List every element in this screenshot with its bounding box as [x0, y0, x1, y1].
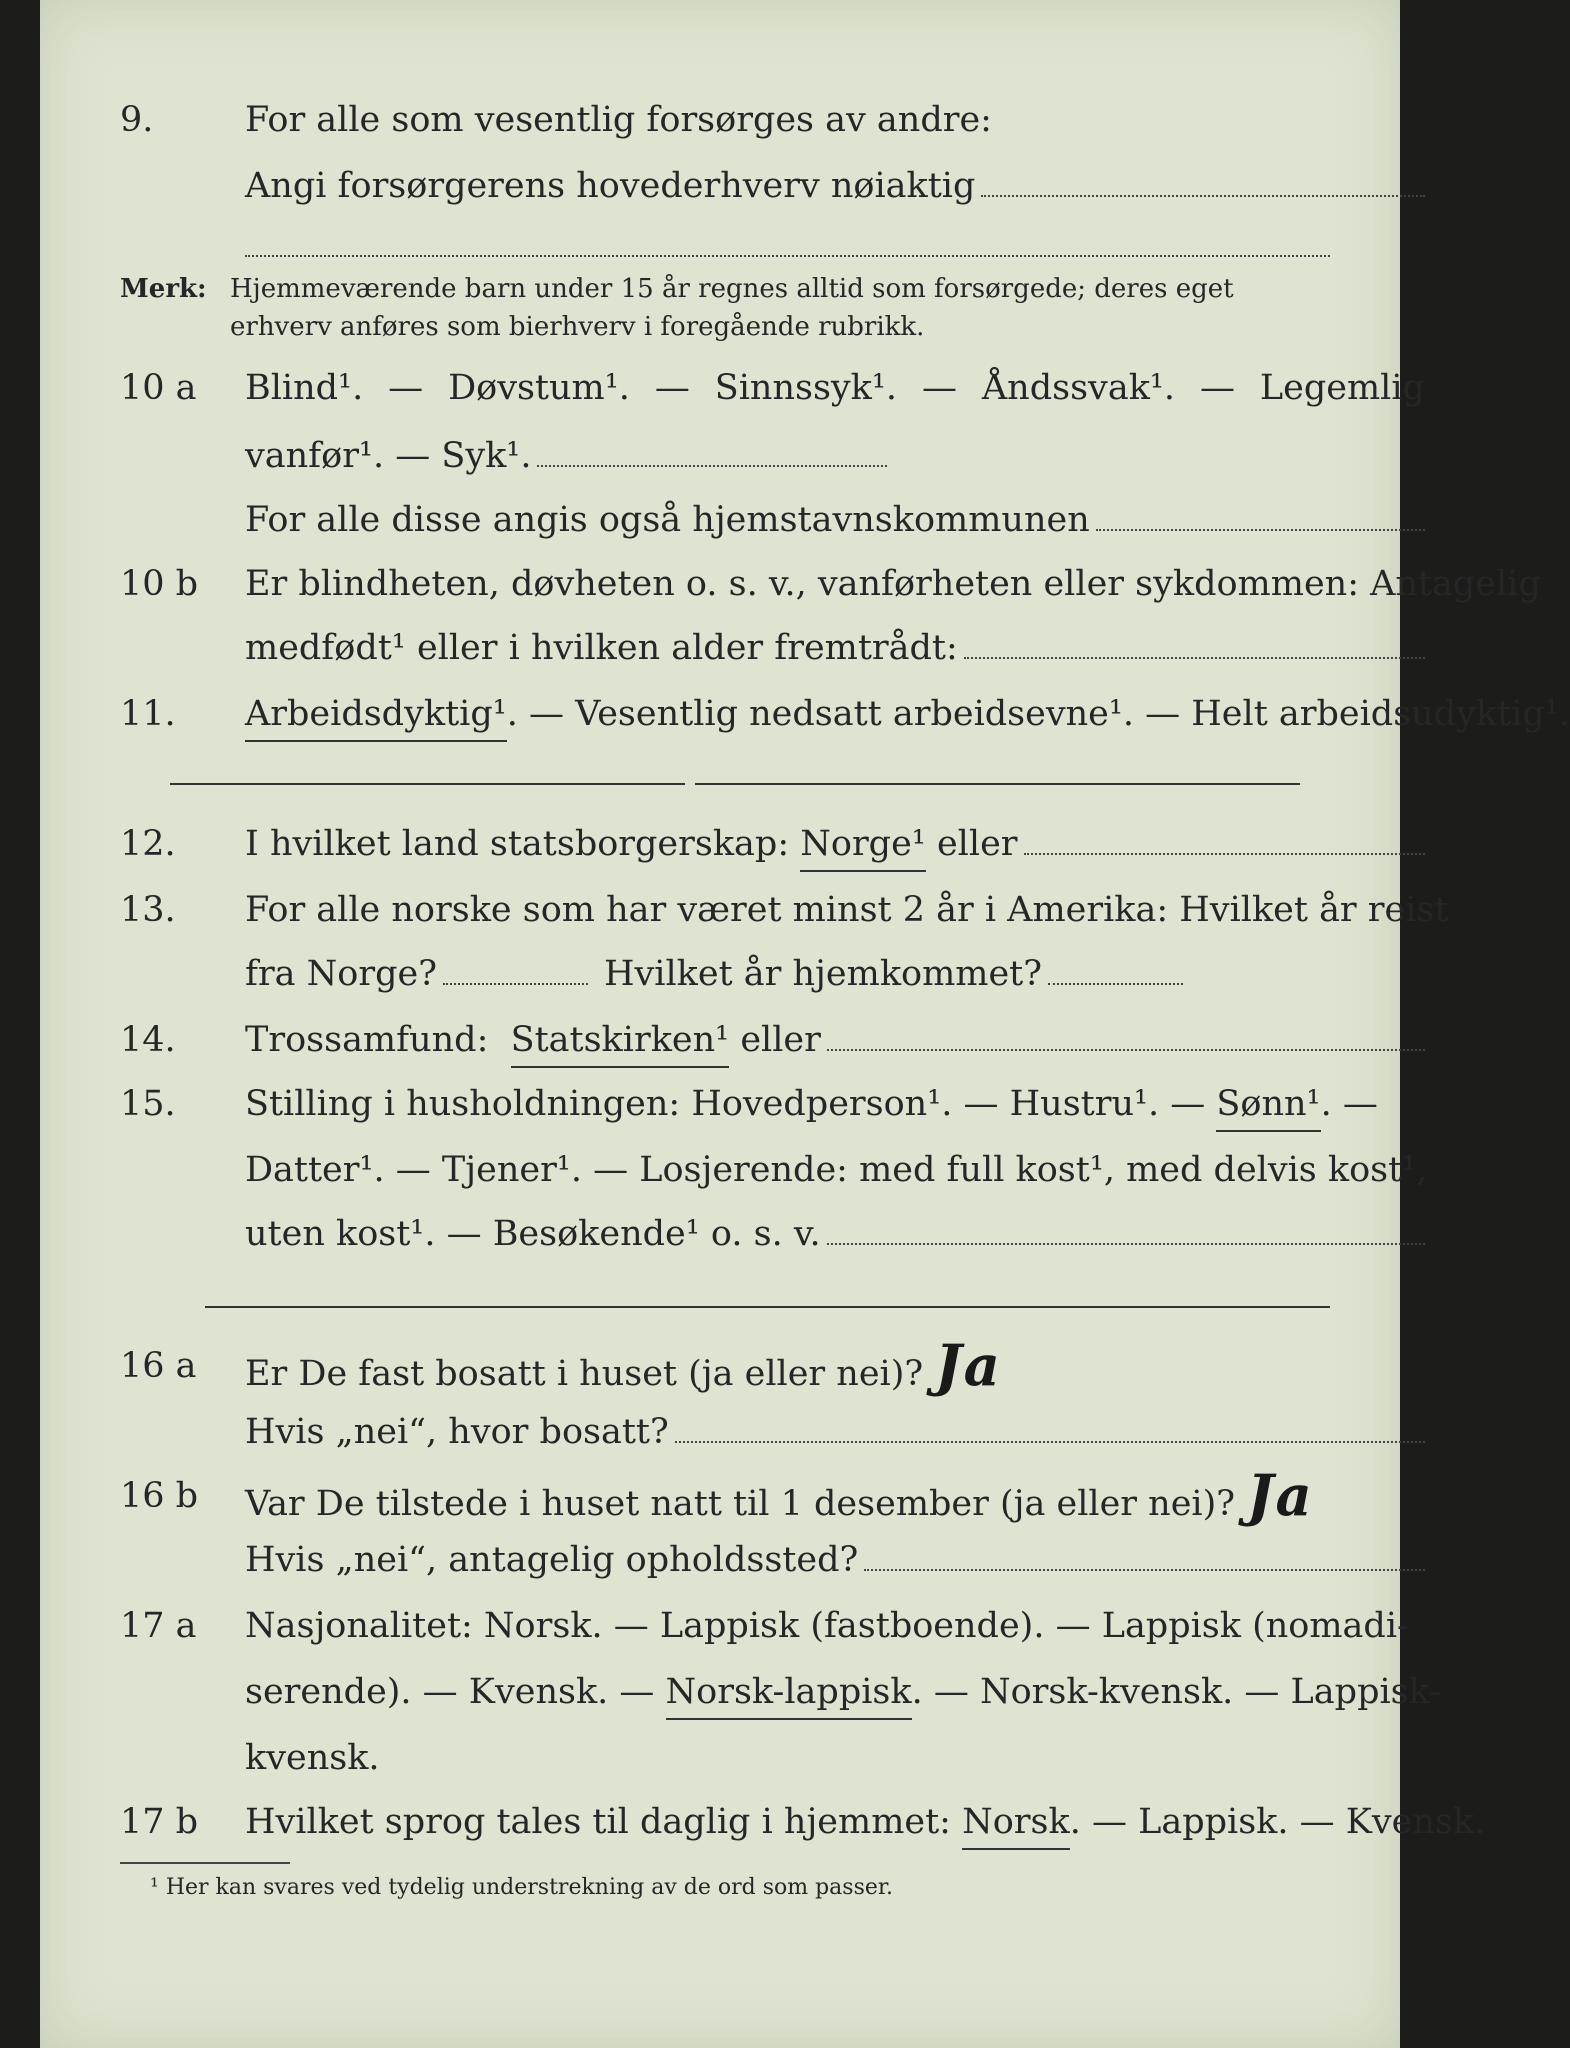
merk-text: Hjemmeværende barn under 15 år regnes alltid som forsørgede; deres eget erhverv anføres som bierhverv i foregående rubrikk. [230, 274, 1234, 342]
q15-text-2: Datter¹. — Tjener¹. — Losjerende: med full kost¹, med delvis kost¹, [245, 1150, 1428, 1190]
q11-number: 11. [120, 694, 176, 734]
q17a-line1 [120, 1600, 1409, 1652]
q15-text-3: uten kost¹. — Besøkende¹ o. s. v. [245, 1214, 821, 1254]
q10a-word: Sinnssyk¹. [714, 368, 898, 408]
q15-text-1b: . — [1320, 1084, 1378, 1124]
q9-number: 9. [120, 100, 154, 140]
q12-underlined-choice[interactable]: Norge¹ [800, 818, 926, 872]
q10a-field[interactable] [537, 437, 887, 467]
q10b-line2 [120, 622, 1330, 674]
q16a-line2 [120, 1406, 1330, 1458]
q17a-line2 [120, 1666, 1442, 1718]
q12-line [120, 818, 1330, 870]
q15-line2 [120, 1144, 1428, 1196]
q11-line [120, 688, 1570, 740]
q14-text-post: eller [740, 1020, 821, 1060]
q10a-word: — [1199, 368, 1235, 408]
q9-provider-label: Angi forsørgerens hovederhverv nøiaktig [245, 166, 976, 206]
q17a-underlined-choice[interactable]: Norsk-lappisk [666, 1666, 912, 1720]
q10a-line1 [120, 362, 1425, 414]
q9-text: For alle som vesentlig forsørges av andre: [245, 100, 992, 140]
q10a-text-2: vanfør¹. — Syk¹. [245, 436, 532, 476]
census-form-page [40, 0, 1570, 2048]
merk-label: Merk: [120, 274, 207, 304]
q17a-text-3: kvensk. [245, 1738, 380, 1778]
q10a-hjemstavn-field[interactable] [1096, 501, 1425, 531]
q13-line2 [120, 948, 1330, 1000]
q10b-field[interactable] [964, 629, 1425, 659]
q13-left-year-field[interactable] [443, 955, 588, 985]
q10a-word: Legemlig [1259, 368, 1425, 408]
q10b-text-1: Er blindheten, døvheten o. s. v., vanførheten eller sykdommen: Antagelig [245, 564, 1541, 604]
q17a-line3 [120, 1732, 1330, 1784]
q17b-number: 17 b [120, 1802, 199, 1842]
q10b-text-2: medfødt¹ eller i hvilken alder fremtrådt: [245, 628, 958, 668]
q14-text: Trossamfund: [245, 1020, 489, 1060]
q10a-text-3: For alle disse angis også hjemstavnskommunen [245, 500, 1090, 540]
q17b-underlined-choice[interactable]: Norsk [962, 1796, 1070, 1850]
q12-number: 12. [120, 824, 176, 864]
q14-field[interactable] [827, 1021, 1425, 1051]
q10a-number: 10 a [120, 368, 197, 408]
q13-text-2a: fra Norge? [245, 954, 437, 994]
q17a-text-1: Nasjonalitet: Norsk. — Lappisk (fastboende). — Lappisk (nomadi- [245, 1606, 1409, 1646]
q16b-text-2: Hvis „nei“, antagelig opholdssted? [245, 1540, 859, 1580]
q14-number: 14. [120, 1020, 176, 1060]
q16a-text-2: Hvis „nei“, hvor bosatt? [245, 1412, 669, 1452]
q10a-word: Åndssvak¹. [981, 368, 1176, 408]
q10a-line2 [120, 430, 1330, 482]
q17b-line [120, 1796, 1486, 1848]
q17a-text-2b: . — Norsk-kvensk. — Lappisk- [911, 1672, 1442, 1712]
q13-text-1: For alle norske som har været minst 2 år i Amerika: Hvilket år reist [245, 890, 1449, 930]
q10a-word: — [921, 368, 957, 408]
footnote-text: ¹ Her kan svares ved tydelig understrekning av de ord som passer. [150, 1875, 893, 1900]
q14-line [120, 1014, 1330, 1066]
q12-field[interactable] [1024, 825, 1425, 855]
q17a-text-2a: serende). — Kvensk. — [245, 1672, 655, 1712]
q16a-handwritten-answer[interactable]: Ja [935, 1333, 1002, 1399]
q13-line1 [120, 884, 1449, 936]
q10a-word: Døvstum¹. [448, 368, 630, 408]
q16b-line2 [120, 1534, 1330, 1586]
q10b-line1 [120, 558, 1541, 610]
q10b-number: 10 b [120, 564, 199, 604]
q14-underlined-choice[interactable]: Statskirken¹ [511, 1014, 730, 1068]
q10a-word: — [654, 368, 690, 408]
q15-number: 15. [120, 1084, 176, 1124]
q15-underlined-choice[interactable]: Sønn¹ [1216, 1078, 1320, 1132]
q13-return-year-field[interactable] [1048, 955, 1183, 985]
q10a-word: Blind¹. [245, 368, 364, 408]
q12-text-post: eller [936, 824, 1018, 864]
q13-text-2b: Hvilket år hjemkommet? [604, 954, 1043, 994]
q15-field[interactable] [827, 1215, 1425, 1245]
q15-line1 [120, 1078, 1378, 1130]
q11-underlined-choice[interactable]: Arbeidsdyktig¹ [245, 688, 507, 742]
q10a-word: — [388, 368, 424, 408]
q12-text: I hvilket land statsborgerskap: [245, 824, 790, 864]
q16a-field[interactable] [675, 1413, 1425, 1443]
q15-text-1: Stilling i husholdningen: Hovedperson¹. — Hustru¹. — [245, 1084, 1206, 1124]
q17a-number: 17 a [120, 1606, 197, 1646]
q15-line3 [120, 1208, 1330, 1260]
q16a-number: 16 a [120, 1346, 197, 1386]
q16b-text: Var De tilstede i huset natt til 1 desember (ja eller nei)? [245, 1484, 1236, 1524]
q16a-text: Er De fast bosatt i huset (ja eller nei)? [245, 1354, 924, 1394]
q9-line2 [120, 160, 1330, 212]
q16b-number: 16 b [120, 1476, 199, 1516]
q13-number: 13. [120, 890, 176, 930]
q17b-text-post: . — Lappisk. — Kvensk. [1069, 1802, 1486, 1842]
q10a-line3 [120, 494, 1330, 546]
q16b-field[interactable] [864, 1541, 1425, 1571]
q9-line1 [120, 94, 1330, 146]
q9-extra-line[interactable] [245, 255, 1330, 257]
q11-answer-line[interactable] [170, 783, 685, 785]
q16b-handwritten-answer[interactable]: Ja [1247, 1463, 1314, 1529]
q17b-text: Hvilket sprog tales til daglig i hjemmet: [245, 1802, 951, 1842]
footnote-divider [120, 1862, 290, 1864]
q11-text: . — Vesentlig nedsatt arbeidsevne¹. — Helt arbeidsudyktig¹. [506, 694, 1570, 734]
q15-answer-line[interactable] [205, 1306, 1330, 1308]
q9-provider-field[interactable] [981, 167, 1425, 197]
q16b-line1 [120, 1463, 1330, 1529]
q11-answer-line[interactable] [695, 783, 1300, 785]
q16a-line1 [120, 1333, 1330, 1399]
